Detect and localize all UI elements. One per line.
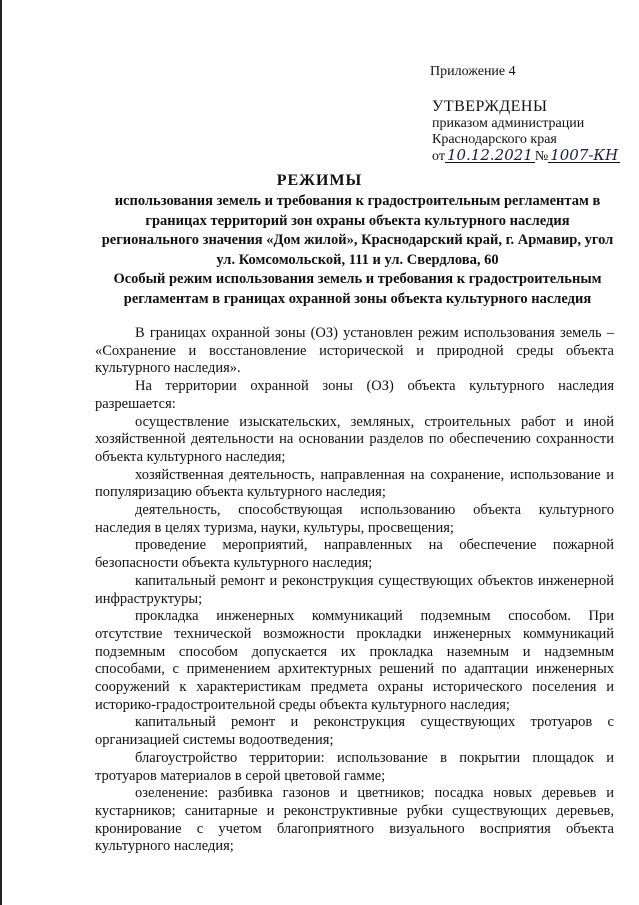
- document-title: РЕЖИМЫ: [276, 172, 363, 189]
- paragraph: озеленение: разбивка газонов и цветников; посадка новых деревьев и кустарников; санитарные и реконструктивные рубки существующих деревьев, кронирование с учетом благоприятного визуального восприятия объекта культурного наследия;: [95, 785, 614, 855]
- approval-line-2: Краснодарского края: [432, 132, 557, 147]
- document-subtitle: использования земель и требования к градостроительным регламентам в границах территорий зон охраны объекта культурного наследия регионального значения «Дом жилой», Краснодарский край, г. Армавир, угол ул. Комсомольской, 111 и ул. Свердлова, 60: [101, 193, 614, 268]
- paragraph: деятельность, способствующая использованию объекта культурного наследия в целях туризма, науки, культуры, просвещения;: [95, 502, 614, 536]
- paragraph: проведение мероприятий, направленных на обеспечение пожарной безопасности объекта культурного наследия;: [95, 537, 614, 572]
- paragraph: осуществление изыскательских, земляных, строительных работ и иной хозяйственной деятельности на основании разделов по обеспечению сохранности объекта культурного наследия;: [95, 413, 614, 465]
- paragraph: прокладка инженерных коммуникаций подземным способом. При отсутствие технической возможности прокладки инженерных коммуникаций подземным способом допускается их прокладка наземным и надземным способами, с применением архитектурных решений по адаптации инженерных сооружений к характеристикам предмета охраны исторического поселения и историко-градостроительной среды объекта культурного наследия;: [95, 608, 614, 713]
- scan-edge: [0, 0, 2, 905]
- order-line: [432, 148, 637, 165]
- document-body: [95, 325, 614, 856]
- section-heading: Особый режим использования земель и требования к градостроительным регламентам в границах охранной зоны объекта культурного наследия: [113, 271, 602, 307]
- paragraph: В границах охранной зоны (ОЗ) установлен режим использования земель – «Сохранение и восстановление исторической и природной среды объекта культурного наследия».: [95, 325, 614, 377]
- paragraph: капитальный ремонт и реконструкция существующих объектов инженерной инфраструктуры;: [95, 572, 614, 607]
- paragraph: хозяйственная деятельность, направленная на сохранение, использование и популяризацию объекта культурного наследия;: [95, 466, 614, 501]
- paragraph: На территории охранной зоны (ОЗ) объекта культурного наследия разрешается:: [95, 378, 614, 412]
- appendix-label: Приложение 4: [430, 64, 516, 79]
- approval-heading: УТВЕРЖДЕНЫ: [432, 98, 548, 115]
- order-date: 10.12.2021: [446, 146, 533, 164]
- approval-line-1: приказом администрации: [432, 116, 585, 131]
- paragraph: благоустройство территории: использование в покрытии площадок и тротуаров материалов в серой цветовой гамме;: [95, 749, 614, 784]
- order-number: 1007-КН: [550, 146, 619, 164]
- approval-block: [432, 99, 637, 165]
- number-prefix: №: [534, 149, 549, 164]
- paragraph: капитальный ремонт и реконструкция существующих тротуаров с организацией системы водоотведения;: [95, 714, 614, 749]
- from-prefix: от: [432, 149, 445, 164]
